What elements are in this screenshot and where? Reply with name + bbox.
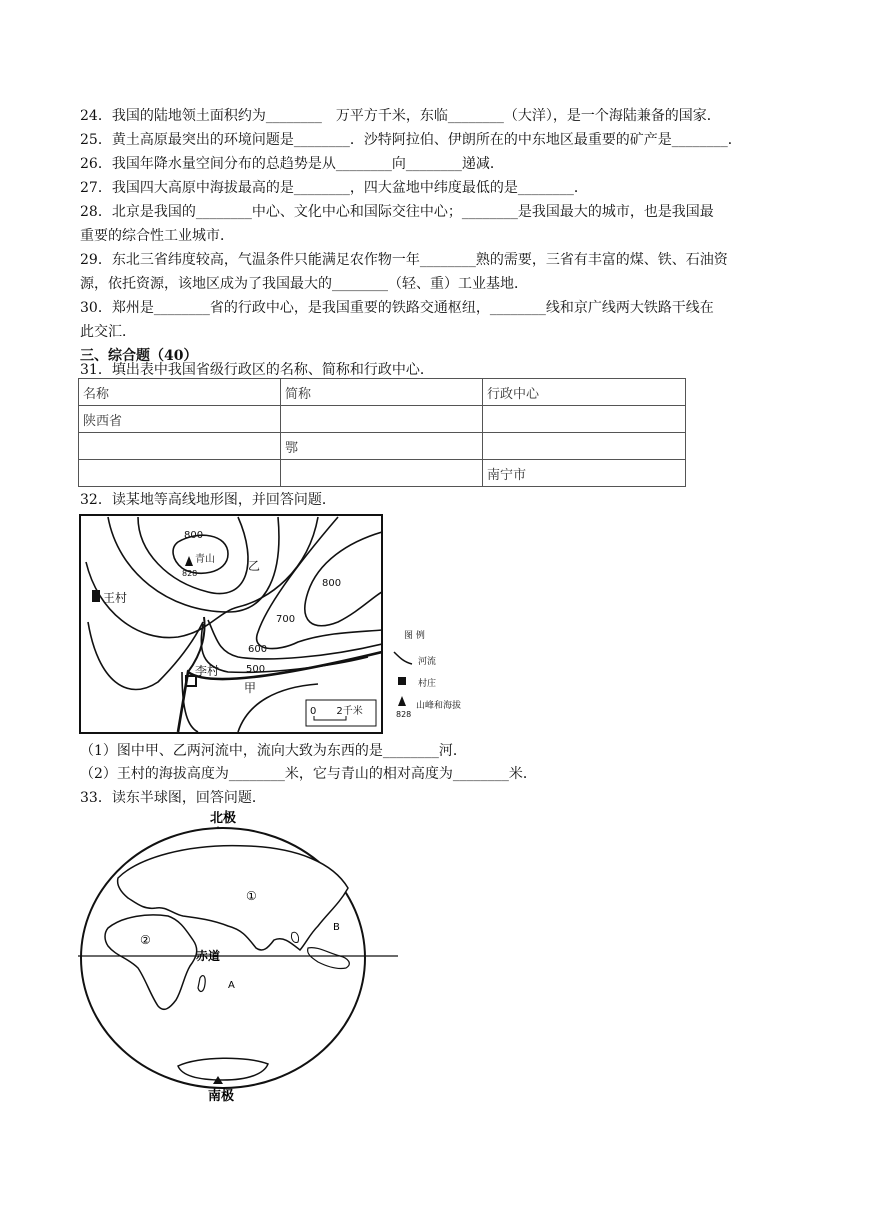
label-a: A (228, 980, 235, 991)
question-25: 25．黄土高原最突出的环境问题是________．沙特阿拉伯、伊朗所在的中东地区最重要的矿产是________． (80, 132, 742, 148)
question-31: 31．填出表中我国省级行政区的名称、简称和行政中心． (80, 362, 434, 378)
legend-peak-label: 山峰和海拔 (416, 701, 462, 711)
peak-top-label: 800 (184, 530, 204, 541)
contour-500-label: 500 (246, 664, 266, 675)
section-heading: 三、综合题（40） (80, 348, 198, 364)
map-legend (394, 629, 461, 719)
table-cell[interactable] (281, 406, 483, 433)
question-29-line2: 源，依托资源，该地区成为了我国最大的________（轻、重）工业基地． (80, 276, 528, 292)
table-row (79, 433, 686, 460)
river-yi-label: 乙 (248, 559, 261, 573)
question-27: 27．我国四大高原中海拔最高的是________，四大盆地中纬度最低的是________． (80, 180, 588, 196)
question-29-line1: 29．东北三省纬度较高，气温条件只能满足农作物一年________熟的需要，三省有丰富的煤、铁、石油资 (80, 252, 728, 268)
table-cell: 陕西省 (79, 406, 281, 433)
peak-name-label: 青山 (195, 554, 215, 565)
question-32-sub1: （1）图中甲、乙两河流中，流向大致为东西的是________河． (80, 743, 467, 759)
legend-village-label: 村庄 (418, 679, 437, 689)
table-header-cell: 名称 (79, 379, 281, 406)
legend-peak-elev: 828 (396, 710, 412, 719)
table-cell: 鄂 (281, 433, 483, 460)
table-cell[interactable] (483, 433, 686, 460)
river-jia-label: 甲 (244, 681, 257, 695)
table-cell[interactable] (483, 406, 686, 433)
table-header-cell: 行政中心 (483, 379, 686, 406)
table-cell[interactable] (281, 460, 483, 487)
table-row (79, 406, 686, 433)
question-32-sub2: （2）王村的海拔高度为________米，它与青山的相对高度为________米． (80, 766, 537, 782)
question-24: 24．我国的陆地领土面积约为________ 万平方千米，东临________（大洋），是一个海陆兼备的国家． (80, 108, 721, 124)
contour-800-label: 800 (322, 578, 342, 589)
question-28-line2: 重要的综合性工业城市． (80, 228, 234, 244)
table-cell[interactable] (79, 460, 281, 487)
question-30-line2: 此交汇． (80, 324, 136, 340)
question-30-line1: 30．郑州是________省的行政中心，是我国重要的铁路交通枢纽，________线和京广线两大铁路干线在 (80, 300, 714, 316)
question-32: 32．读某地等高线地形图，并回答问题． (80, 492, 336, 508)
legend-river-label: 河流 (418, 657, 437, 667)
peak-elev-label: 828 (182, 569, 198, 578)
label-1: ① (246, 889, 257, 903)
north-pole-label: 北极 (210, 811, 237, 826)
table-row (79, 460, 686, 487)
legend-village-icon (398, 677, 406, 685)
question-33: 33．读东半球图，回答问题． (80, 790, 266, 806)
contour-map (78, 512, 490, 737)
island-outline (291, 932, 298, 942)
legend-river-icon (394, 652, 412, 664)
table-cell: 南宁市 (483, 460, 686, 487)
equator-label: 赤道 (196, 949, 221, 963)
table-header-row (79, 379, 686, 406)
table-header-cell: 简称 (281, 379, 483, 406)
scale-label: 0 2千米 (310, 706, 363, 717)
label-b: B (333, 922, 340, 933)
province-table (78, 378, 686, 487)
label-2: ② (140, 933, 151, 947)
question-26: 26．我国年降水量空间分布的总趋势是从________向________递减． (80, 156, 504, 172)
village-wang-label: 王村 (103, 591, 128, 605)
village-wang-icon (92, 590, 100, 602)
question-28-line1: 28．北京是我国的________中心、文化中心和国际交往中心；________是我国最大的城市，也是我国最 (80, 204, 714, 220)
village-li-label: 李村 (195, 664, 220, 678)
legend-peak-icon (398, 696, 406, 706)
legend-title: 图 例 (404, 631, 425, 641)
contour-600-label: 600 (248, 644, 268, 655)
contour-700-label: 700 (276, 614, 296, 625)
table-cell[interactable] (79, 433, 281, 460)
eastern-hemisphere-map (78, 808, 398, 1108)
south-pole-label: 南极 (208, 1089, 235, 1104)
